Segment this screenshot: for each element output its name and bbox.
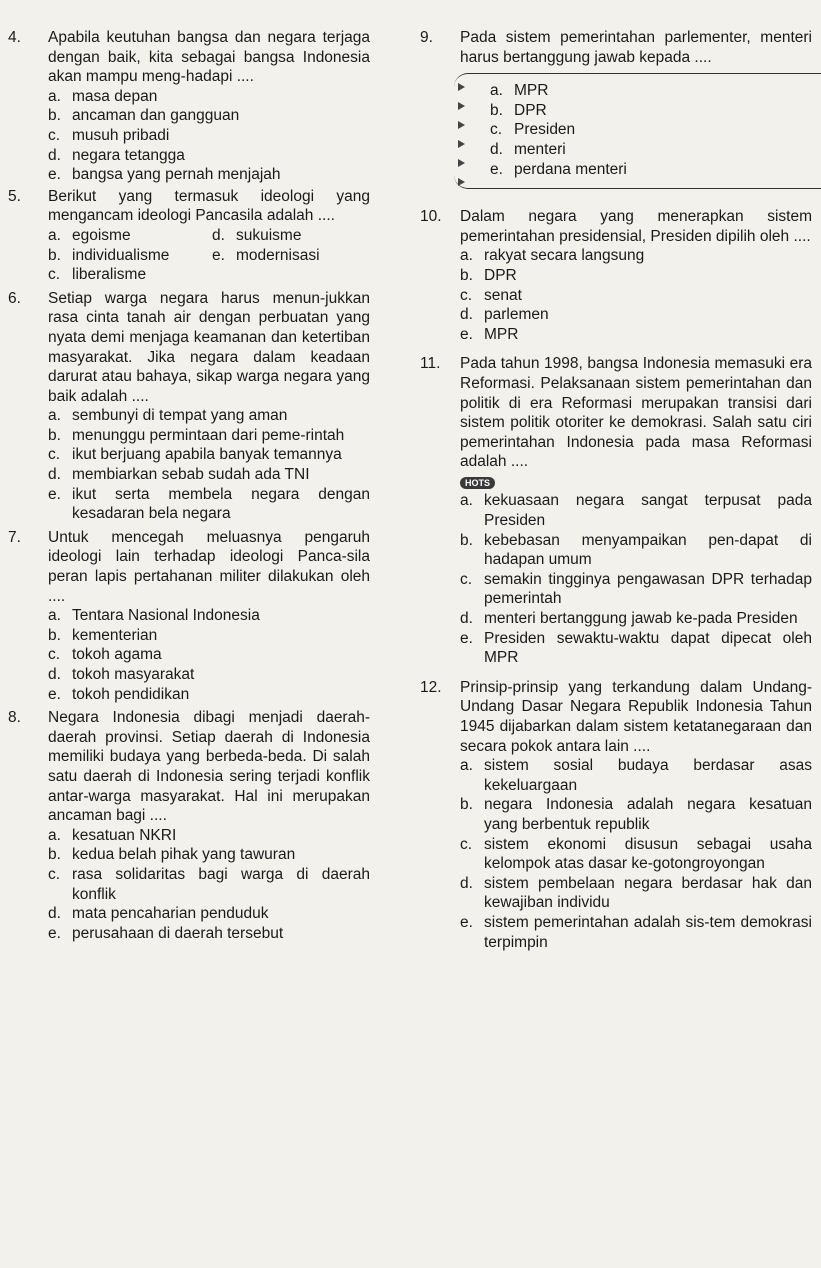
hots-badge: HOTS: [460, 477, 495, 489]
option-letter: e.: [460, 913, 473, 931]
answer-option: [48, 845, 370, 865]
option-letter: d.: [48, 466, 61, 484]
question-number: 11.: [420, 355, 441, 373]
answer-option: [460, 835, 812, 874]
question-stem: Setiap warga negara harus menun-jukkan rasa cinta tanah air dengan perbuatan yang nyata demi menjaga keamanan dan ketertiban masyarakat. Jika negara dalam keadaan darurat atau bahaya, sikap warga negara yang baik adalah ....: [48, 289, 370, 405]
option-text: Presiden sewaktu-waktu dapat dipecat oleh MPR: [484, 629, 812, 667]
option-letter: e.: [460, 629, 473, 647]
option-text: senat: [484, 286, 522, 304]
option-letter: c.: [460, 286, 473, 304]
question-number: 12.: [420, 678, 442, 696]
answer-option: [460, 629, 812, 668]
answer-option: [48, 226, 206, 246]
option-text: sembunyi di tempat yang aman: [72, 407, 288, 425]
answer-option: [460, 570, 812, 609]
option-letter: b.: [460, 266, 473, 284]
question-stem: Pada sistem pemerintahan parlementer, menteri harus bertanggung jawab kepada ....: [460, 29, 812, 66]
option-letter: d.: [460, 306, 473, 324]
answer-option: [460, 756, 812, 795]
answer-option: [48, 265, 206, 285]
option-text: modernisasi: [236, 246, 320, 264]
answer-options: [48, 606, 370, 704]
option-text: sistem pembelaan negara berdasar hak dan kewajiban individu: [484, 874, 812, 912]
answer-option: [460, 795, 812, 834]
option-text: kebebasan menyampaikan pen-dapat di hadapan umum: [484, 531, 812, 569]
option-text: tokoh masyarakat: [72, 666, 195, 683]
option-text: bangsa yang pernah menjajah: [72, 166, 281, 184]
answer-option: [48, 924, 370, 944]
option-letter: b.: [48, 846, 61, 864]
bullet-mark: [458, 102, 465, 110]
question-item: [8, 28, 370, 185]
option-letter: a.: [48, 226, 61, 244]
option-letter: a.: [48, 607, 61, 625]
answer-option: [460, 246, 812, 266]
option-letter: d.: [212, 226, 225, 244]
option-letter: d.: [490, 140, 503, 158]
option-letter: a.: [48, 826, 61, 844]
option-text: Tentara Nasional Indonesia: [72, 607, 260, 625]
option-letter: b.: [48, 246, 61, 264]
option-letter: d.: [460, 610, 473, 628]
answer-option: [48, 606, 370, 626]
option-letter: c.: [48, 865, 61, 883]
option-text: sukuisme: [236, 226, 302, 244]
option-text: masa depan: [72, 87, 158, 105]
option-text: negara tetangga: [72, 146, 185, 164]
answer-option: [48, 685, 370, 705]
question-item: [420, 678, 812, 952]
answer-option: [48, 485, 370, 524]
option-text: negara Indonesia adalah negara kesatuan yang berbentuk republik: [484, 796, 812, 833]
answer-options: [48, 87, 370, 185]
left-column: [8, 28, 370, 943]
answer-option: [48, 865, 370, 904]
question-number: 7.: [8, 528, 21, 546]
answer-option: [48, 465, 370, 485]
question-number: 4.: [8, 29, 21, 46]
options-frame: [454, 73, 821, 189]
answer-option: [48, 665, 370, 685]
option-letter: c.: [48, 446, 61, 464]
question-item: [8, 708, 370, 943]
option-text: [236, 265, 370, 285]
answer-options: [460, 246, 812, 344]
option-letter: c.: [460, 570, 473, 588]
option-text: menunggu permintaan dari peme-rintah: [72, 426, 345, 444]
question-stem: Negara Indonesia dibagi menjadi daerah-daerah provinsi. Setiap daerah di Indonesia memiliki budaya yang berbeda-beda. Di salah satu daerah di Indonesia sering terjadi konflik antar-warga masyarakat. Hal ini merupakan ancaman bagi ....: [48, 709, 370, 825]
option-letter: b.: [48, 426, 61, 444]
answer-option: [48, 645, 370, 665]
answer-options: [48, 826, 370, 944]
option-text: musuh pribadi: [72, 126, 170, 144]
answer-option: [212, 265, 370, 285]
question-item: [8, 187, 370, 285]
answer-option: [48, 106, 370, 126]
question-item: [8, 528, 370, 704]
option-text: sistem sosial budaya berdasar asas kekeluargaan: [484, 757, 812, 794]
option-letter: d.: [460, 874, 473, 892]
answer-option: [460, 305, 812, 325]
option-letter: c.: [48, 266, 61, 284]
option-text: sistem ekonomi disusun sebagai usaha kelompok atas dasar ke-gotongroyongan: [484, 835, 812, 873]
question-item: [8, 289, 370, 524]
option-letter: c.: [460, 835, 473, 853]
answer-option: [460, 286, 812, 306]
option-text: parlemen: [484, 306, 549, 324]
option-letter: e.: [48, 924, 61, 942]
answer-option: [460, 531, 812, 570]
option-text: ikut berjuang apabila banyak temannya: [72, 446, 342, 464]
question-stem: Prinsip-prinsip yang terkandung dalam Undang-Undang Dasar Negara Republik Indonesia Tahun 1945 dijabarkan dalam sistem ketatanegaraan dan secara pokok antara lain ....: [460, 678, 812, 755]
answer-option: [48, 445, 370, 465]
option-text: menteri bertanggung jawab ke-pada Presiden: [484, 610, 798, 628]
right-column: [420, 28, 812, 952]
answer-option: [460, 266, 812, 286]
answer-option: [48, 87, 370, 107]
bullet-mark: [458, 159, 465, 167]
option-letter: a.: [460, 247, 473, 265]
question-stem: Untuk mencegah meluasnya pengaruh ideologi lain terhadap ideologi Panca-sila peran lapis pertahanan militer dilakukan oleh ....: [48, 528, 370, 605]
option-text: ancaman dan gangguan: [72, 107, 240, 125]
answer-option: [48, 146, 370, 166]
option-letter: e.: [460, 325, 473, 343]
option-letter: [212, 265, 236, 285]
option-text: kedua belah pihak yang tawuran: [72, 846, 296, 864]
option-letter: d.: [48, 666, 61, 683]
question-number: 6.: [8, 289, 21, 307]
option-text: ikut serta membela negara dengan kesadaran bela negara: [72, 485, 370, 523]
option-text: MPR: [484, 325, 519, 343]
answer-options: [460, 67, 812, 189]
option-letter: d.: [48, 905, 61, 923]
option-text: rakyat secara langsung: [484, 247, 645, 265]
option-letter: e.: [48, 685, 61, 703]
answer-option: [460, 609, 812, 629]
question-number: 5.: [8, 187, 21, 205]
bullet-mark: [458, 121, 465, 129]
question-item: [420, 207, 812, 344]
option-letter: c.: [48, 126, 61, 144]
answer-option: [48, 904, 370, 924]
bullet-mark: [458, 83, 465, 91]
question-number: 10.: [420, 208, 442, 226]
answer-option: [48, 126, 370, 146]
question-item: [420, 28, 812, 189]
option-letter: c.: [490, 121, 503, 139]
question-stem: Berikut yang termasuk ideologi yang mengancam ideologi Pancasila adalah ....: [48, 187, 370, 225]
option-text: sistem pemerintahan adalah sis-tem demokrasi terpimpin: [484, 913, 812, 951]
option-letter: a.: [460, 757, 473, 775]
option-text: membiarkan sebab sudah ada TNI: [72, 466, 310, 484]
answer-option: [460, 491, 812, 530]
option-letter: a.: [460, 492, 473, 510]
option-text: tokoh pendidikan: [72, 685, 190, 703]
answer-option: [212, 226, 370, 246]
question-item: [420, 354, 812, 668]
answer-options: [460, 491, 812, 667]
option-text: DPR: [484, 266, 517, 284]
option-letter: b.: [460, 796, 473, 814]
answer-option: [48, 626, 370, 646]
question-number: 9.: [420, 29, 433, 46]
option-text: kekuasaan negara sangat terpusat pada Presiden: [484, 492, 812, 530]
bullet-mark: [458, 140, 465, 148]
option-letter: a.: [48, 87, 61, 105]
option-letter: a.: [48, 407, 61, 425]
option-text: liberalisme: [72, 266, 147, 284]
option-letter: b.: [48, 626, 61, 644]
option-text: egoisme: [72, 226, 131, 244]
option-letter: b.: [490, 101, 503, 119]
option-letter: e.: [48, 485, 61, 503]
answer-option: [460, 325, 812, 345]
option-text: rasa solidaritas bagi warga di daerah konflik: [72, 865, 370, 903]
option-text: kementerian: [72, 626, 158, 644]
answer-options: [48, 226, 370, 285]
answer-option: [460, 874, 812, 913]
answer-option: [48, 406, 370, 426]
answer-option: [48, 826, 370, 846]
option-text: DPR: [514, 101, 547, 119]
option-text: menteri: [514, 140, 566, 158]
question-stem: Apabila keutuhan bangsa dan negara terjaga dengan baik, kita sebagai bangsa Indonesia akan mampu meng-hadapi ....: [48, 29, 370, 86]
answer-option: [212, 246, 370, 266]
option-letter: b.: [48, 107, 61, 125]
option-text: perusahaan di daerah tersebut: [72, 924, 284, 942]
option-text: perdana menteri: [514, 160, 627, 178]
option-letter: e.: [48, 166, 61, 184]
option-text: Presiden: [514, 121, 576, 139]
option-letter: d.: [48, 146, 61, 164]
option-letter: b.: [460, 531, 473, 549]
option-letter: c.: [48, 646, 61, 664]
option-text: individualisme: [72, 246, 170, 264]
option-text: semakin tingginya pengawasan DPR terhadap pemerintah: [484, 570, 812, 608]
option-text: tokoh agama: [72, 646, 162, 664]
option-letter: a.: [490, 82, 503, 100]
answer-option: [48, 246, 206, 266]
option-text: MPR: [514, 82, 549, 100]
answer-options: [48, 406, 370, 524]
question-stem: Pada tahun 1998, bangsa Indonesia memasuki era Reformasi. Pelaksanaan sistem pemerintahan dan politik di era Reformasi merupakan transisi dari sistem politik otoriter ke demokrasi. Salah satu ciri pemerintahan Indonesia pada masa Reformasi adalah ....: [460, 355, 812, 471]
question-number: 8.: [8, 709, 21, 727]
answer-option: [48, 426, 370, 446]
answer-option: [48, 165, 370, 185]
answer-options: [460, 756, 812, 952]
option-text: mata pencaharian penduduk: [72, 905, 269, 923]
option-letter: e.: [490, 160, 503, 178]
option-text: kesatuan NKRI: [72, 826, 177, 844]
bullet-mark: [458, 178, 465, 186]
answer-option: [460, 913, 812, 952]
question-stem: Dalam negara yang menerapkan sistem pemerintahan presidensial, Presiden dipilih oleh ....: [460, 208, 812, 245]
option-letter: e.: [212, 246, 225, 264]
